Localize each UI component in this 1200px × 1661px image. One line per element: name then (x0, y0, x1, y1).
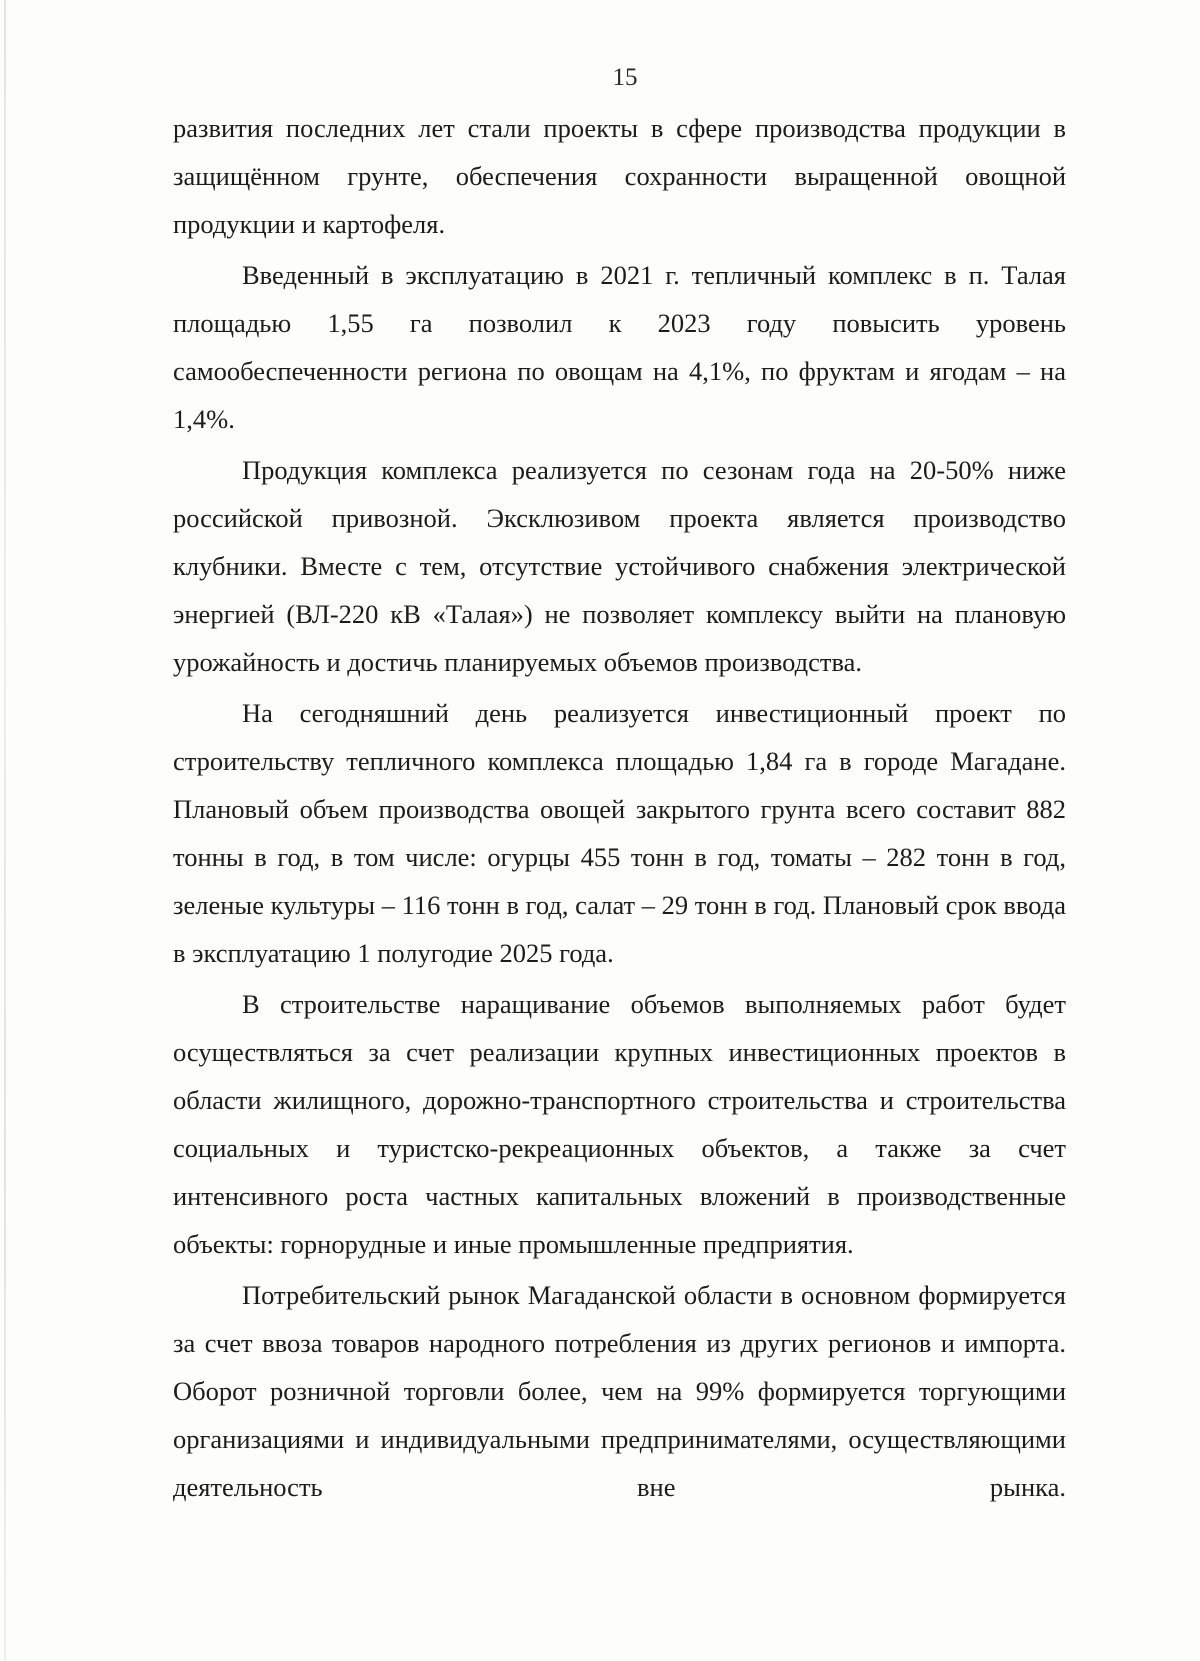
scan-edge-line (4, 0, 6, 1661)
paragraph-3: Продукция комплекса реализуется по сезонам года на 20-50% ниже российской привозной. Эксклюзивом проекта является производство клубники. Вместе с тем, отсутствие устойчивого снабжения электрической энергией (ВЛ-220 кВ «Талая») не позволяет комплексу выйти на плановую урожайность и достичь планируемых объемов производства. (173, 455, 1066, 677)
paragraph-2: Введенный в эксплуатацию в 2021 г. тепличный комплекс в п. Талая площадью 1,55 га позволил к 2023 году повысить уровень самообеспеченности региона по овощам на 4,1%, по фруктам и ягодам – на 1,4%. (173, 260, 1066, 434)
paragraph-4: На сегодняшний день реализуется инвестиционный проект по строительству тепличного комплекса площадью 1,84 га в городе Магадане. Плановый объем производства овощей закрытого грунта всего составит 882 тонны в год, в том числе: огурцы 455 тонн в год, томаты – 282 тонн в год, зеленые культуры – 116 тонн в год, салат – 29 тонн в год. Плановый срок ввода в эксплуатацию 1 полугодие 2025 года. (173, 698, 1066, 968)
paragraph-5: В строительстве наращивание объемов выполняемых работ будет осуществляться за счет реализации крупных инвестиционных проектов в области жилищного, дорожно-транспортного строительства и строительства социальных и туристско-рекреационных объектов, а также за счет интенсивного роста частных капитальных вложений в производственные объекты: горнорудные и иные промышленные предприятия. (173, 989, 1066, 1259)
body-text (173, 104, 1066, 1514)
paragraph-1: развития последних лет стали проекты в сфере производства продукции в защищённом грунте, обеспечения сохранности выращенной овощной продукции и картофеля. (173, 113, 1066, 239)
page-number: 15 (612, 64, 638, 91)
paragraph-6: Потребительский рынок Магаданской области в основном формируется за счет ввоза товаров народного потребления из других регионов и импорта. Оборот розничной торговли более, чем на 99% формируется торгующими организациями и индивидуальными предпринимателями, осуществляющими деятельность вне рынка. (173, 1280, 1066, 1502)
